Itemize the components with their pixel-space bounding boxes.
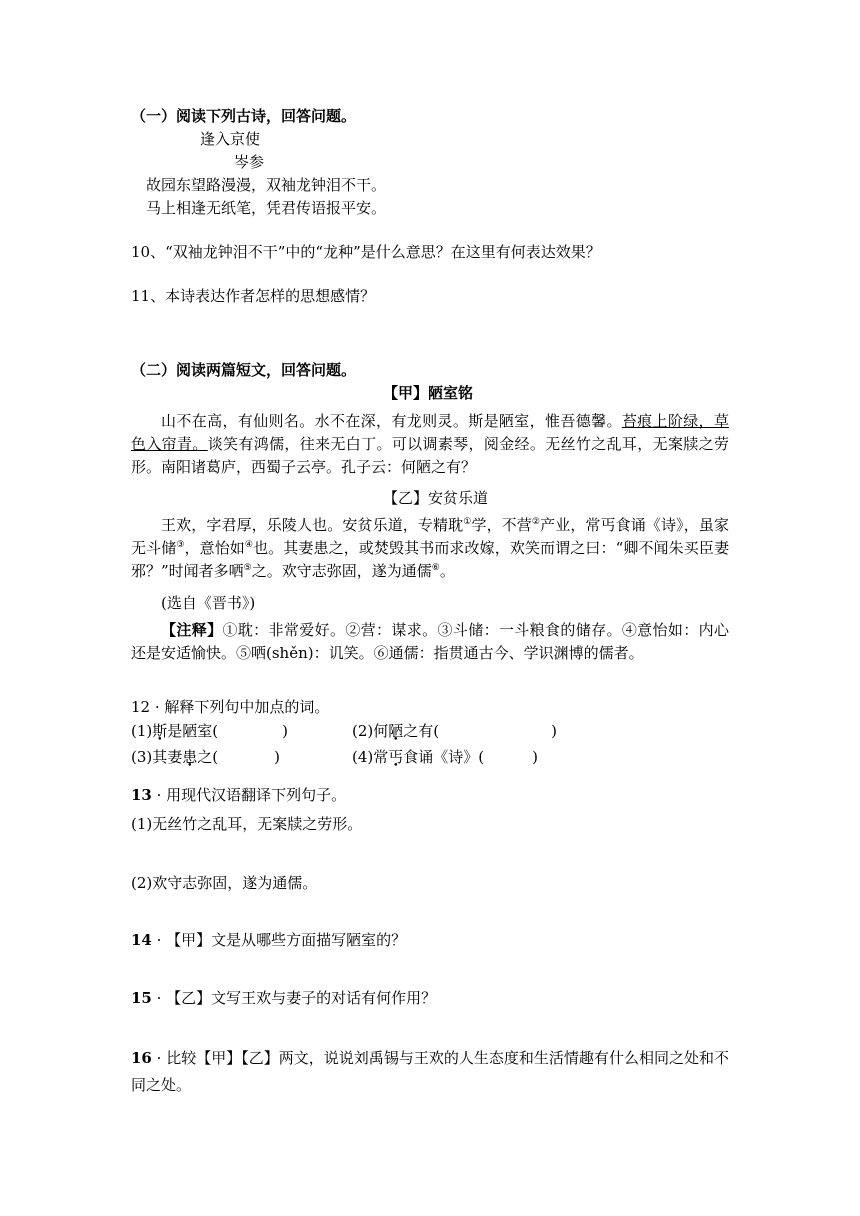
poem-line-2: 马上相逢无纸笔，凭君传语报平安。 [146,199,387,217]
question-11: 11、本诗表达作者怎样的思想感情？ [131,287,376,305]
q13-sentence-1: (1)无丝竹之乱耳，无案牍之劳形。 [131,815,363,833]
question-15: 15 · 【乙】文写王欢与妻子的对话有何作用？ [131,989,437,1007]
q12-item-1: (1)斯是陋室( ) [131,722,288,740]
question-16: 16 · 比较【甲】【乙】两文，说说刘禹锡与王欢的人生态度和生活情趣有什么相同之处和不同之处。 [131,1049,729,1094]
annotation-label: 【注释】 [161,621,223,639]
passage-yi-title: 【乙】安贫乐道 [383,489,489,507]
q12-item-4: (4)常丐食诵《诗》( ) [352,748,538,766]
footnote-2: ② [531,517,541,527]
passage-jia-text: 山不在高，有仙则名。水不在深，有龙则灵。斯是陋室，惟吾德馨。苔痕上阶绿，草色入帘青。谈笑有鸿儒，往来无白丁。可以调素琴，阅金经。无丝竹之乱耳，无案牍之劳形。南阳诸葛庐，西蜀子云亭。孔子云：何陋之有？ [131,412,729,476]
passage-source: (选自《晋书》) [161,594,256,612]
passage-jia-title: 【甲】陋室铭 [383,384,474,402]
q13-sentence-2: (2)欢守志弥固，遂为通儒。 [131,874,318,892]
question-14: 14 · 【甲】文是从哪些方面描写陋室的？ [131,931,407,949]
annotation: 【注释】①耽：非常爱好。②营：谋求。③斗储：一斗粮食的储存。④意怡如：内心还是安适愉快。⑤哂(shěn)：讥笑。⑥通儒：指贯通古今、学识渊博的儒者。 [131,621,729,662]
poem-title: 逢入京使 [200,130,261,148]
q12-item-2: (2)何陋之有( ) [352,722,557,740]
poem-author: 岑参 [234,153,265,171]
section1-heading: （一）阅读下列古诗，回答问题。 [131,107,357,125]
underlined-sentence: 苔痕上阶绿，草色入帘青。 [131,412,729,453]
passage-yi-text: 王欢，字君厚，乐陵人也。安贫乐道，专精耽①学，不营②产业，常丐食诵《诗》，虽家无斗储③，意怡如④也。其妻患之，或焚毁其书而求改嫁，欢笑而谓之曰：“卿不闻朱买臣妻邪？”时闻者多哂⑤之。欢守志弥固，遂为通儒⑥。 [131,516,729,580]
question-12: 12 · 解释下列句中加点的词。 [131,698,330,716]
question-10: 10、“双袖龙钟泪不干”中的“龙种”是什么意思？在这里有何表达效果？ [131,243,601,261]
footnote-1: ① [463,517,472,527]
footnote-4: ④ [244,540,254,550]
footnote-6: ⑥ [431,563,440,573]
footnote-5: ⑤ [243,563,252,573]
section2-heading: （二）阅读两篇短文，回答问题。 [131,361,357,379]
poem-line-1: 故园东望路漫漫，双袖龙钟泪不干。 [146,176,387,194]
q12-item-3: (3)其妻患之( ) [131,748,280,766]
question-13: 13 · 用现代汉语翻译下列句子。 [131,786,347,804]
footnote-3: ③ [176,540,185,550]
